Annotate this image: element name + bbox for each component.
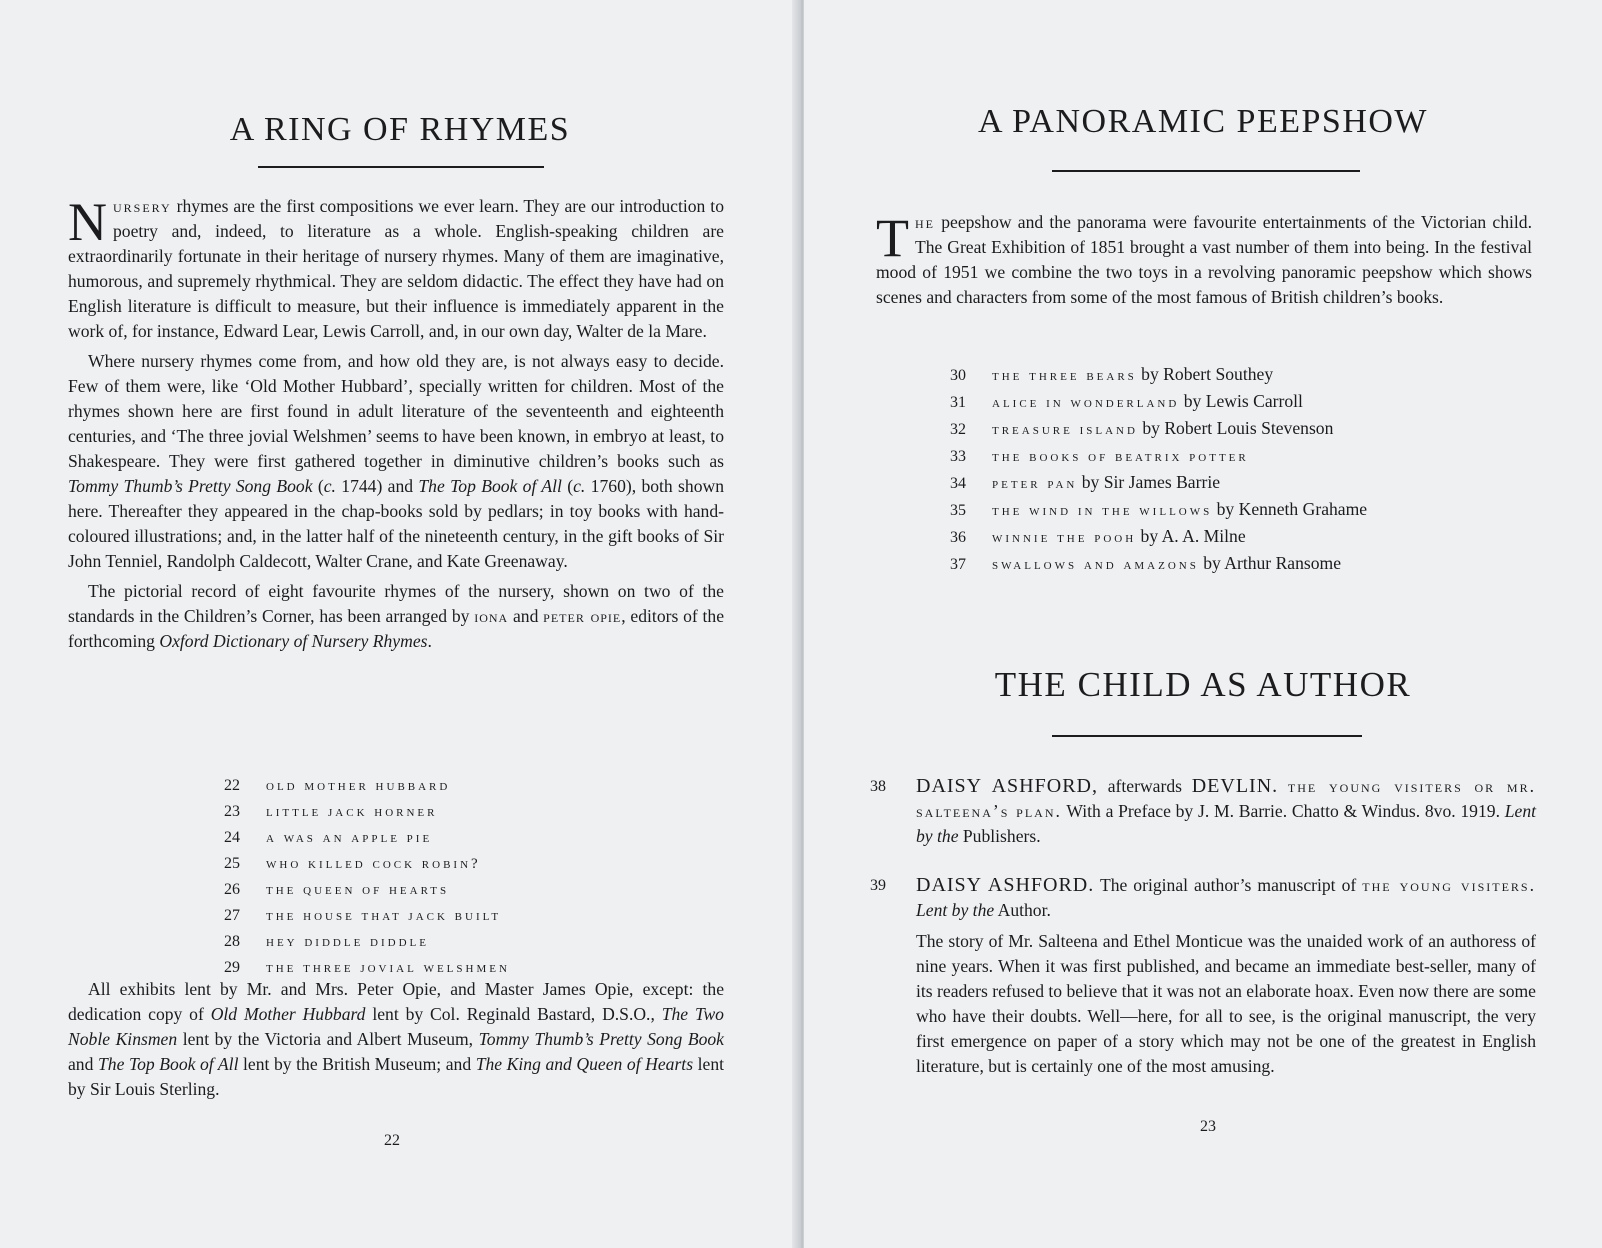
lenders-note (68, 977, 724, 1102)
peepshow-books-list (950, 362, 1367, 578)
list-item: 35 the wind in the willows by Kenneth Grahame (950, 499, 1368, 519)
right-title-rule (1052, 170, 1360, 172)
list-item: 26 the queen of hearts (224, 881, 450, 898)
author-name: DAISY ASHFORD, (916, 775, 1098, 797)
list-item: 37 swallows and amazons by Arthur Ransome (950, 553, 1342, 573)
page-number-right: 23 (1200, 1118, 1216, 1135)
rhymes-paragraph-3: The pictorial record of eight favourite rhymes of the nursery, shown on two of the standards in the Children’s Corner, has been arranged by iona and peter opie, editors of the forthcoming Oxford Dictionary of Nursery Rhymes. (68, 581, 725, 651)
intro-rest: rhymes are the first compositions we ever learn. They are our introduction to poetry and, indeed, to literature as a whole. English-speaking children are extraordinarily fortunate in their heritage of nursery rhymes. Many of them are imaginative, humorous, and supremely rhythmical. They are seldom didactic. The effect they have had on English literature is difficult to measure, but their influence is immediately apparent in the work of, for instance, Edward Lear, Lewis Carroll, and, in our own day, Walter de la Mare. (68, 196, 724, 341)
section-title-rule (1052, 735, 1362, 737)
list-item: 22 old mother hubbard (224, 777, 451, 794)
story-paragraph: The story of Mr. Salteena and Ethel Monticue was the unaided work of an authoress of nine years. When it was first published, and became an immediate best-seller, many of its readers refused to believe that it was not an elaborate hoax. Even now there are some who have their doubts. Well—here, for all to see, is the original manuscript, the very first emergence on paper of a story which may not be one of the greatest in English literature, but is certainly one of the most amusing. (916, 931, 1536, 1076)
intro-lead-word: ursery (113, 196, 172, 216)
peepshow-intro-text (876, 210, 1532, 310)
intro-lead-word: he (915, 212, 935, 232)
book-title: Oxford Dictionary of Nursery Rhymes (159, 631, 428, 651)
left-title-rule (258, 166, 544, 168)
left-page-title: A RING OF RHYMES (229, 111, 571, 148)
list-item: 27 the house that jack built (224, 907, 502, 924)
right-page-title: A PANORAMIC PEEPSHOW (977, 103, 1429, 140)
catalogue-entry-39 (870, 873, 1536, 1079)
editor-name: iona (474, 606, 509, 626)
list-item: 25 who killed cock robin? (224, 855, 481, 872)
work-title: the young visiters or mr. salteena’s plan. (916, 776, 1536, 821)
rhymes-intro-paragraph (68, 194, 724, 344)
work-title: the young visiters. (1362, 875, 1536, 895)
list-item: 33 the books of beatrix potter (950, 448, 1249, 465)
list-item: 34 peter pan by Sir James Barrie (950, 472, 1221, 492)
page-number-left: 22 (384, 1132, 400, 1149)
list-item: 23 little jack horner (224, 803, 438, 820)
list-item: 32 treasure island by Robert Louis Stevenson (950, 418, 1334, 438)
entry-text: DAISY ASHFORD, afterwards DEVLIN. the young visiters or mr. salteena’s plan. With a Preface by J. M. Barrie. Chatto & Windus. 8vo. 1919. Lent by the Publishers. (916, 775, 1537, 846)
section-title-child-as-author: THE CHILD AS AUTHOR (994, 665, 1412, 704)
list-item: 31 alice in wonderland by Lewis Carroll (950, 391, 1303, 411)
list-item: 29 the three jovial welshmen (224, 959, 510, 976)
rhymes-list (224, 773, 510, 981)
peepshow-intro-paragraph (876, 210, 1532, 310)
book-title: Tommy Thumb’s Pretty Song Book (68, 476, 313, 496)
rhymes-paragraph-2: Where nursery rhymes come from, and how old they are, is not always easy to decide. Few of them were, like ‘Old Mother Hubbard’, specially written for children. Most of the rhymes shown here are first found in adult literature of the seventeenth and eighteenth centuries, and ‘The three jovial Welshmen’ seems to have been known, in embryo at least, to Shakespeare. They were first gathered together in diminutive children’s books such as Tommy Thumb’s Pretty Song Book (c. 1744) and The Top Book of All (c. 1760), both shown here. Thereafter they appeared in the chap-books sold by pedlars; in toy books with hand-coloured illustrations; and, in the latter half of the nineteenth century, in the gift books of Sir John Tenniel, Randolph Caldecott, Walter Crane, and Kate Greenaway. (68, 351, 725, 571)
list-item: 24 a was an apple pie (224, 829, 433, 846)
list-item: 36 winnie the pooh by A. A. Milne (950, 526, 1246, 546)
author-name: DAISY ASHFORD. (916, 874, 1095, 896)
list-item: 30 the three bears by Robert Southey (950, 364, 1274, 384)
rhymes-intro-text (68, 194, 724, 654)
entry-number: 39 (870, 877, 886, 894)
author-married-name: DEVLIN. (1191, 775, 1279, 797)
entry-number: 38 (870, 778, 886, 795)
intro-rest: peepshow and the panorama were favourite entertainments of the Victorian child. The Great Exhibition of 1851 brought a vast number of them into being. In the festival mood of 1951 we combine the two toys in a revolving panoramic peepshow which shows scenes and characters from some of the most famous of British children’s books. (876, 212, 1532, 307)
editor-name: peter opie (543, 606, 622, 626)
book-title: The Top Book of All (418, 476, 562, 496)
lenders-paragraph: All exhibits lent by Mr. and Mrs. Peter Opie, and Master James Opie, except: the dedication copy of Old Mother Hubbard lent by Col. Reginald Bastard, D.S.O., The Two Noble Kinsmen lent by the Victoria and Albert Museum, Tommy Thumb’s Pretty Song Book and The Top Book of All lent by the British Museum; and The King and Queen of Hearts lent by Sir Louis Sterling. (68, 979, 724, 1099)
dropcap-n: N (68, 192, 107, 252)
dropcap-t: T (876, 208, 909, 268)
list-item: 28 hey diddle diddle (224, 933, 429, 950)
left-page (0, 0, 800, 1248)
catalogue-entry-38 (870, 774, 1536, 849)
entry-text: DAISY ASHFORD. The original author’s manuscript of the young visiters. Lent by the Author. (916, 874, 1536, 920)
right-page (804, 0, 1602, 1248)
